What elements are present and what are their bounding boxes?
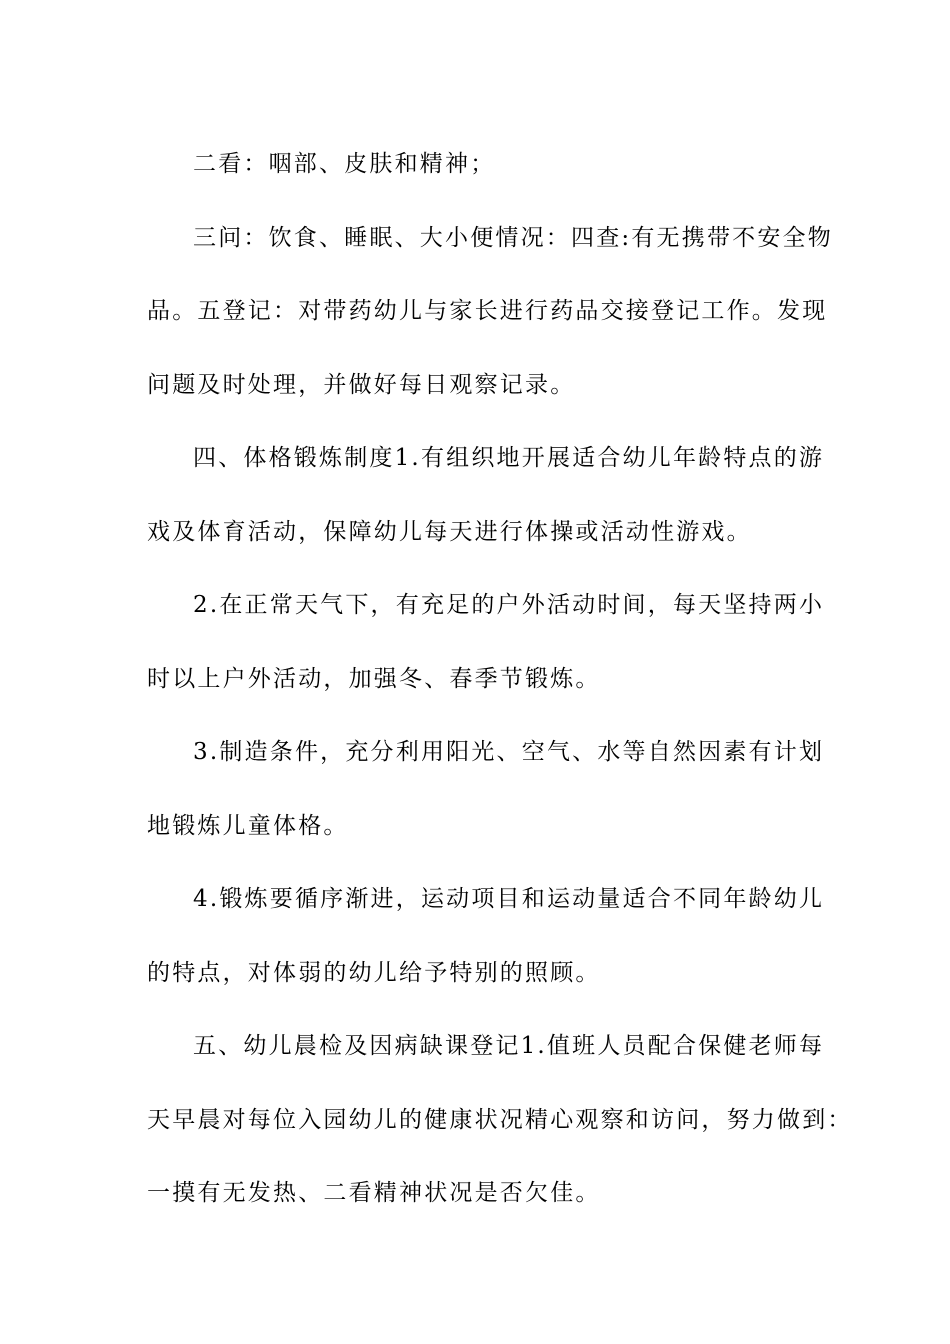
text-line-8: 时以上户外活动，加强冬、春季节锻炼。 <box>147 665 601 692</box>
text-line-2: 三问：饮食、睡眠、大小便情况：四查:有无携带不安全物 <box>193 224 833 251</box>
text-line-1: 二看：咽部、皮肤和精神； <box>193 151 496 177</box>
text-line-6: 戏及体育活动，保障幼儿每天进行体操或活动性游戏。 <box>147 518 752 545</box>
text-line-9: 3.制造条件，充分利用阳光、空气、水等自然因素有计划 <box>193 739 825 765</box>
text-line-3: 品。五登记：对带药幼儿与家长进行药品交接登记工作。发现 <box>147 298 828 324</box>
text-line-4: 问题及时处理，并做好每日观察记录。 <box>147 371 576 398</box>
text-line-5: 四、体格锻炼制度1.有组织地开展适合幼儿年龄特点的游 <box>193 445 825 471</box>
text-line-11: 4.锻炼要循序渐进，运动项目和运动量适合不同年龄幼儿 <box>193 886 825 912</box>
text-line-15: 一摸有无发热、二看精神状况是否欠佳。 <box>147 1180 601 1206</box>
text-line-10: 地锻炼儿童体格。 <box>147 812 349 839</box>
text-line-12: 的特点，对体弱的幼儿给予特别的照顾。 <box>147 959 601 986</box>
text-line-13: 五、幼儿晨检及因病缺课登记1.值班人员配合保健老师每 <box>193 1033 825 1059</box>
text-line-7: 2.在正常天气下，有充足的户外活动时间，每天坚持两小 <box>193 592 825 618</box>
document-body <box>147 128 853 1231</box>
text-line-14: 天早晨对每位入园幼儿的健康状况精心观察和访问，努力做到： <box>147 1106 853 1133</box>
